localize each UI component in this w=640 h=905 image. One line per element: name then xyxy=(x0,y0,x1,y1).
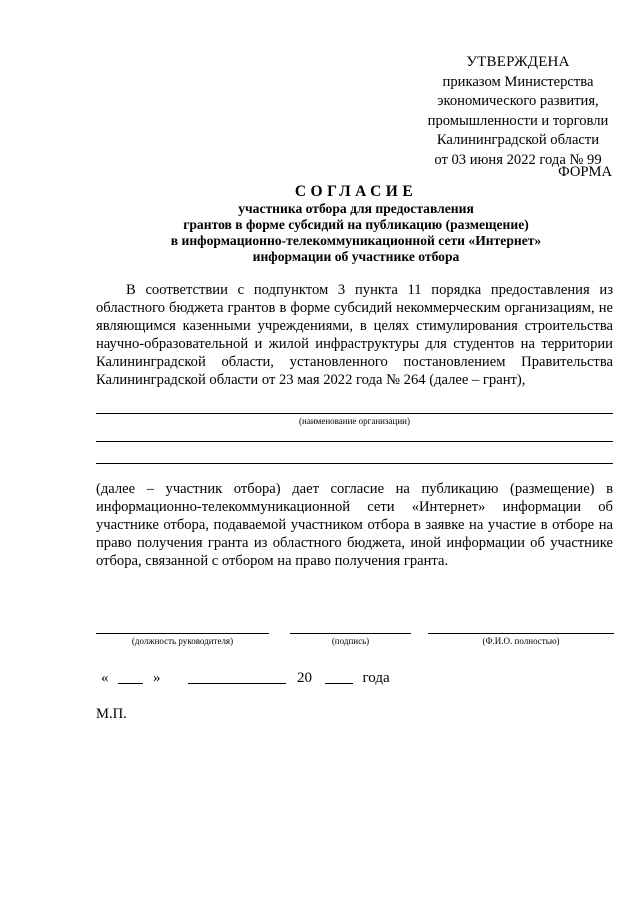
approval-stamp-block xyxy=(380,53,640,171)
document-title xyxy=(96,182,616,265)
title-line: информации об участнике отбора xyxy=(252,249,460,264)
full-name-field[interactable] xyxy=(428,633,614,634)
title-line: грантов в форме субсидий на публикацию (размещение) xyxy=(183,217,529,232)
approval-heading: УТВЕРЖДЕНА xyxy=(466,54,570,70)
date-year-word: года xyxy=(362,670,390,686)
day-field[interactable] xyxy=(118,669,143,684)
stamp-place-label: М.П. xyxy=(96,706,127,722)
organization-name-field-line-3[interactable] xyxy=(96,463,613,464)
date-open-quote: « xyxy=(101,670,109,686)
position-field[interactable] xyxy=(96,633,269,634)
body-paragraph-2: (далее – участник отбора) дает согласие на публикацию (размещение) в информационно-телекоммуникационной сети «Интернет» информации об участнике отбора, подаваемой участником отбора в заявке на участие в отборе на право получения гранта из областного бюджета, иной информации об участнике отбора, связанной с отбором на право получения гранта. xyxy=(96,481,613,569)
month-field[interactable] xyxy=(188,669,286,684)
body-paragraph-1: В соответствии с подпунктом 3 пункта 11 порядка предоставления из областного бюджета грантов в форме субсидий некоммерческим организациям, не являющимся казенными учреждениями, в целях стимулирования строительства научно-образовательной и жилой инфраструктуры для студентов на территории Калининградской области, установленного постановлением Правительства Калининградской области от 23 мая 2022 года № 264 (далее – грант), xyxy=(96,282,613,388)
form-label: ФОРМА xyxy=(558,164,612,180)
date-century: 20 xyxy=(297,670,312,686)
position-caption: (должность руководителя) xyxy=(131,636,234,646)
date-close-quote: » xyxy=(153,670,161,686)
approval-line: экономического развития, xyxy=(437,93,599,110)
organization-name-caption: (наименование организации) xyxy=(299,416,410,426)
approval-line: от 03 июня 2022 года № 99 xyxy=(434,151,602,168)
year-field[interactable] xyxy=(325,669,353,684)
approval-line: промышленности и торговли xyxy=(427,112,609,129)
title-line: участника отбора для предоставления xyxy=(238,201,474,216)
approval-line: приказом Министерства xyxy=(442,73,594,90)
organization-name-field-line-2[interactable] xyxy=(96,441,613,442)
signature-caption: (подпись) xyxy=(331,636,370,646)
signature-field[interactable] xyxy=(290,633,411,634)
title-main: СОГЛАСИЕ xyxy=(294,183,418,200)
title-line: в информационно-телекоммуникационной сети «Интернет» xyxy=(170,233,542,248)
date-row xyxy=(101,669,390,687)
approval-line: Калининградской области xyxy=(436,132,600,149)
organization-name-field[interactable] xyxy=(96,413,613,414)
full-name-caption: (Ф.И.О. полностью) xyxy=(482,636,560,646)
